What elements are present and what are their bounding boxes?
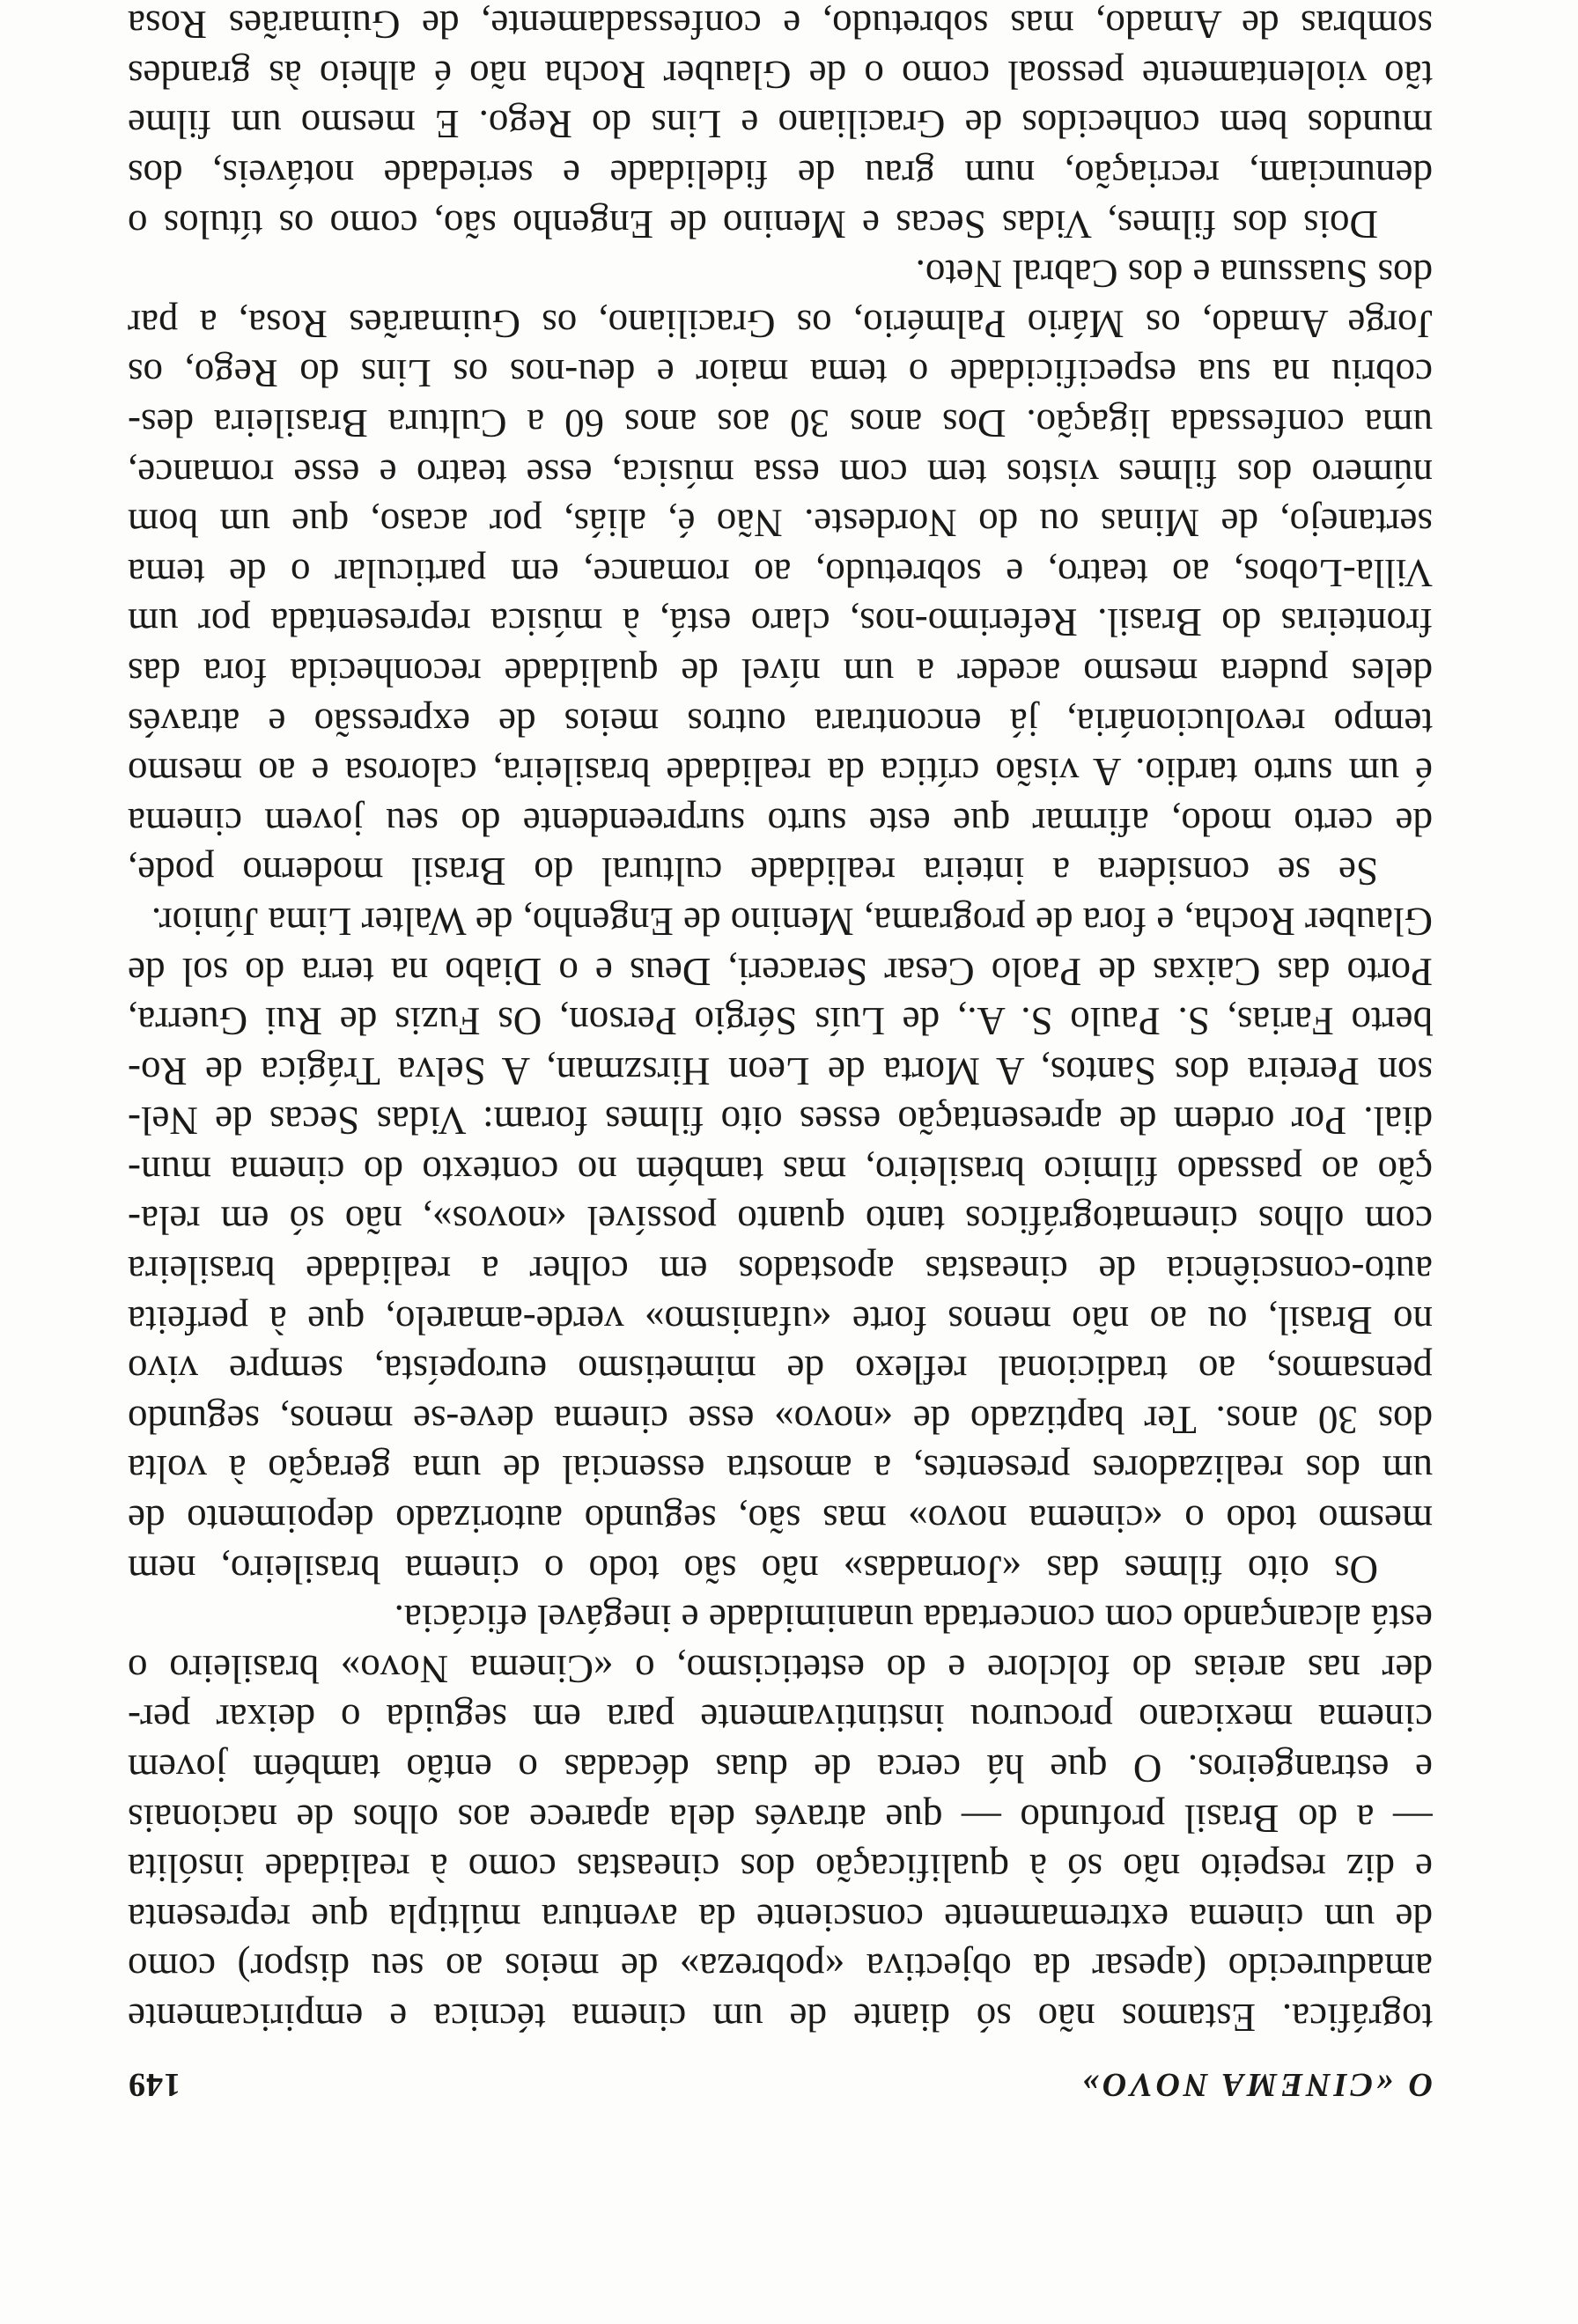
text-line: um dos realizadores presentes, a amostra essencial de uma geração à volta	[128, 1447, 1433, 1492]
text-line: sombras de Amado, mas sobretudo, e confessadamente, de Guimarães Rosa	[128, 3, 1433, 48]
text-line: Porto das Caixas de Paolo Cesar Seraceri, Deus e o Diabo na terra do sol de	[128, 949, 1433, 994]
text-line: cobriu na sua especificidade o tema maior e deu-nos os Lins do Rego, os	[128, 351, 1433, 396]
body-text	[128, 0, 1433, 2042]
text-line: uma confessada ligação. Dos anos 30 aos anos 60 a Cultura Brasileira des-	[128, 401, 1433, 445]
text-line: der nas areias do folclore e do esteticismo, o «Cinema Novo» brasileiro o	[128, 1646, 1433, 1691]
text-line: no Brasil, ou ao não menos forte «ufanismo» verde-amarelo, que à perfeita	[128, 1298, 1433, 1342]
text-line: berto Farias, S. Paulo S. A., de Luís Sérgio Person, Os Fuzis de Rui Guerra,	[128, 999, 1433, 1044]
text-line: dial. Por ordem de apresentação esses oito filmes foram: Vidas Secas de Nel-	[128, 1099, 1433, 1144]
text-line: son Pereira dos Santos, A Morta de Leon Hirszman, A Selva Trágica de Ro-	[128, 1048, 1433, 1093]
text-line: cinema mexicano procurou instintivamente para em seguida o deixar per-	[128, 1696, 1433, 1741]
text-line: e diz respeito não só à qualificação dos cineastas como à realidade insólita	[128, 1846, 1433, 1891]
text-line: fronteiras do Brasil. Referimo-nos, claro está, à música representada por um	[128, 600, 1433, 645]
text-line: dos 30 anos. Ter baptizado de «novo» esse cinema deve-se menos, segundo	[128, 1397, 1433, 1442]
running-title: O «CINEMA NOVO»	[1078, 2066, 1433, 2103]
text-line: mesmo todo o «cinema novo» mas são, segundo autorizado depoimento de	[128, 1497, 1433, 1542]
text-line: tão violentamente pessoal como o de Glauber Rocha não é alheio às grandes	[128, 52, 1433, 97]
text-line: amadurecido (apesar da objectiva «pobreza» de meios ao seu dispor) como	[128, 1945, 1433, 1990]
text-line: denunciam, recriação, num grau de fidelidade e seriedade notáveis, dos	[128, 152, 1433, 197]
running-head	[128, 2042, 1433, 2104]
text-line: tográfica. Estamos não só diante de um cinema técnica e empiricamente	[128, 1996, 1433, 2040]
text-line: Dois dos filmes, Vidas Secas e Menino de Engenho são, como os títulos o	[128, 202, 1378, 246]
text-line: e estrangeiros. O que há cerca de duas décadas o então também jovem	[128, 1747, 1433, 1791]
text-line: Glauber Rocha, e fora de programa, Menino de Engenho, de Walter Lima Júnior.	[151, 899, 1433, 944]
text-line: número dos filmes vistos tem com essa música, esse teatro e esse romance,	[128, 451, 1433, 496]
text-line: de certo modo, afirmar que este surto surpreendente do seu jovem cinema	[128, 799, 1433, 844]
text-line: de um cinema extremamente consciente da aventura múltipla que representa	[128, 1895, 1433, 1940]
text-line: auto-consciência de cineastas apostados em colher a realidade brasileira	[128, 1248, 1433, 1293]
text-line: dos Suassuna e dos Cabral Neto.	[915, 252, 1433, 297]
text-line: Se se considera a inteira realidade cultural do Brasil moderno pode,	[128, 849, 1378, 894]
text-line: pensamos, ao tradicional reflexo de mimetismo europeísta, sempre vivo	[128, 1348, 1433, 1393]
text-line: Villa-Lobos, ao teatro, e sobretudo, ao romance, em particular o de tema	[128, 550, 1433, 595]
text-line: deles pudera mesmo aceder a um nível de qualidade reconhecida fora das	[128, 650, 1433, 695]
text-line: Os oito filmes das «Jornadas» não são todo o cinema brasileiro, nem	[128, 1547, 1378, 1592]
text-line: Jorge Amado, os Mário Palmério, os Graciliano, os Guimarães Rosa, a par	[128, 301, 1433, 346]
text-line: é um surto tardio. A visão crítica da realidade brasileira, calorosa e ao mesmo	[128, 750, 1433, 795]
text-line: com olhos cinematográficos tanto quanto possível «novos», não só em rela-	[128, 1198, 1433, 1243]
text-line: sertanejo, de Minas ou do Nordeste. Não é, aliás, por acaso, que um bom	[128, 501, 1433, 546]
text-line: está alcançando com concertada unanimidade e inegável eficácia.	[394, 1597, 1433, 1642]
text-line: — a do Brasil profundo — que através dela aparece aos olhos de nacionais	[128, 1796, 1433, 1841]
text-line: tempo revolucionária, já encontrara outros meios de expressão e através	[128, 700, 1433, 745]
text-line: ção ao passado fílmico brasileiro, mas também no contexto do cinema mun-	[128, 1148, 1433, 1193]
text-block	[128, 0, 1433, 2104]
text-line: mundos bem conhecidos de Graciliano e Lins do Rego. E mesmo um filme	[128, 102, 1433, 147]
page-number: 149	[128, 2066, 181, 2103]
